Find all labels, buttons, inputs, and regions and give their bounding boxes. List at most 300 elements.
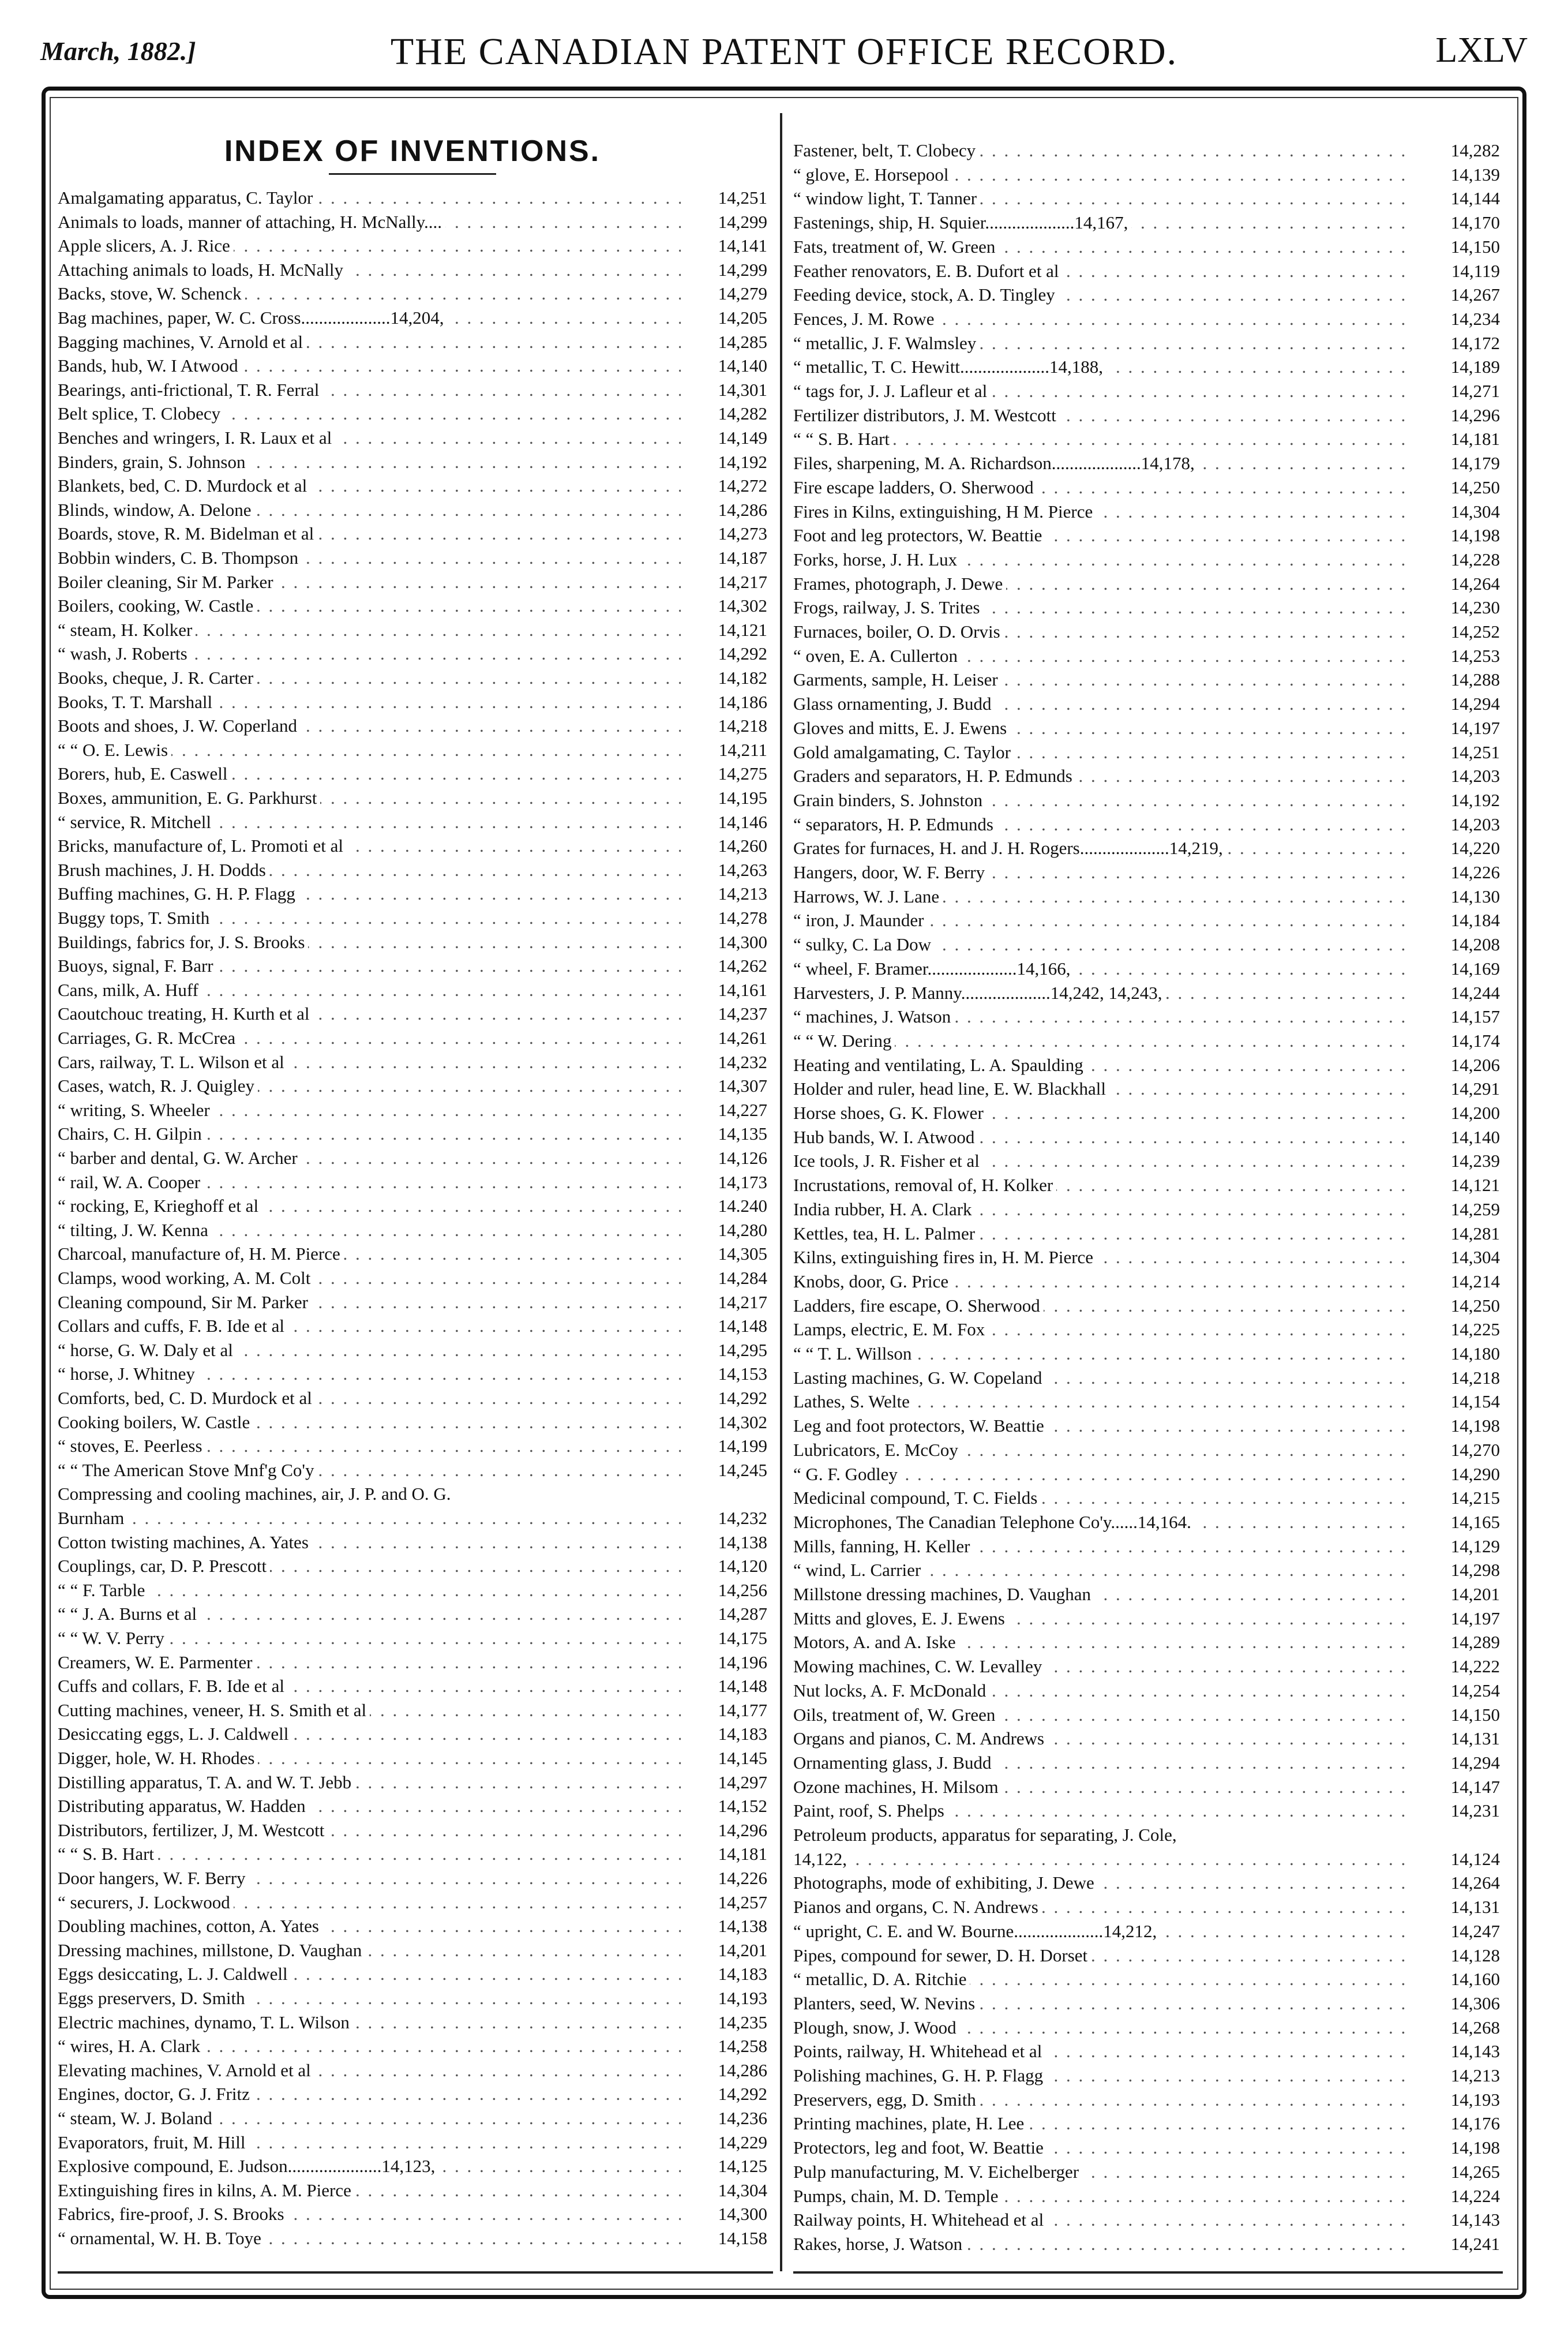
- patent-number: 14,135: [687, 1122, 767, 1146]
- index-entry: [58, 1842, 767, 1866]
- patent-number: 14,304: [687, 2178, 767, 2203]
- patent-number: 14,265: [1419, 2160, 1500, 2184]
- patent-number: 14,299: [687, 258, 767, 282]
- index-entry: [58, 546, 767, 570]
- entry-text: Amalgamating apparatus, C. Taylor: [58, 186, 316, 210]
- patent-number: 14,256: [687, 1578, 767, 1602]
- index-entry: [793, 860, 1500, 885]
- index-entry: [58, 786, 767, 810]
- index-entry: [58, 1146, 767, 1170]
- patent-number: 14,251: [687, 186, 767, 210]
- entry-text: Chairs, C. H. Gilpin: [58, 1122, 205, 1146]
- patent-number: 14,260: [687, 834, 767, 858]
- patent-number: 14,250: [1419, 475, 1500, 500]
- entry-text: Boards, stove, R. M. Bidelman et al: [58, 522, 317, 546]
- entry-text: Attaching animals to loads, H. McNally: [58, 258, 347, 282]
- index-entry: [58, 714, 767, 738]
- patent-number: 14,138: [687, 1530, 767, 1555]
- index-entry: [58, 2130, 767, 2155]
- patent-number: 14,300: [687, 930, 767, 954]
- entry-text: Medicinal compound, T. C. Fields: [793, 1486, 1041, 1510]
- index-entry: [793, 1895, 1500, 1919]
- patent-number: 14,131: [1419, 1895, 1500, 1919]
- patent-number: 14,215: [1419, 1486, 1500, 1510]
- index-entry: [58, 402, 767, 426]
- index-entry: [58, 234, 767, 258]
- index-entry: [58, 1866, 767, 1890]
- index-entry: [793, 2088, 1500, 2112]
- patent-number: 14,222: [1419, 1654, 1500, 1679]
- patent-number: 14,183: [687, 1722, 767, 1746]
- entry-text: Knobs, door, G. Price: [793, 1270, 952, 1294]
- entry-text: “ “ T. L. Willson: [793, 1342, 915, 1366]
- entry-text: “ “ The American Stove Mnf'g Co'y: [58, 1458, 318, 1482]
- entry-text: Comforts, bed, C. D. Murdock et al: [58, 1386, 316, 1410]
- entry-text: Books, T. T. Marshall: [58, 690, 216, 714]
- bottom-rule-right: [793, 2271, 1503, 2274]
- index-entry: [58, 1002, 767, 1026]
- index-entry: [793, 1294, 1500, 1318]
- title-rule: [329, 173, 496, 175]
- index-entry: [58, 882, 767, 906]
- index-entry: [793, 885, 1500, 909]
- index-entry: [58, 1626, 767, 1650]
- entry-text: Frogs, railway, J. S. Trites: [793, 596, 984, 620]
- entry-text: Boots and shoes, J. W. Coperland: [58, 714, 301, 738]
- patent-number: 14,153: [687, 1362, 767, 1386]
- patent-number: 14,198: [1419, 1414, 1500, 1438]
- patent-number: 14,161: [687, 978, 767, 1002]
- patent-number: 14,291: [1419, 1077, 1500, 1101]
- entry-text: Apple slicers, A. J. Rice: [58, 234, 234, 258]
- patent-number: 14,298: [1419, 1558, 1500, 1582]
- entry-text: Incrustations, removal of, H. Kolker: [793, 1173, 1056, 1197]
- patent-number: 14,270: [1419, 1438, 1500, 1462]
- patent-number: 14.240: [687, 1194, 767, 1218]
- index-entry: [793, 644, 1500, 668]
- index-entry: [58, 210, 767, 234]
- index-entry: [58, 1770, 767, 1795]
- index-entry: [58, 1218, 767, 1242]
- entry-text: Buggy tops, T. Smith: [58, 906, 213, 930]
- index-entry: [793, 1558, 1500, 1582]
- patent-number: 14,169: [1419, 957, 1500, 981]
- patent-number: 14,286: [687, 2058, 767, 2083]
- index-entry: [793, 355, 1500, 379]
- entry-text: Ice tools, J. R. Fisher et al: [793, 1149, 983, 1173]
- index-entry: [793, 1967, 1500, 1991]
- index-entry: [793, 1486, 1500, 1510]
- index-entry: [793, 186, 1500, 211]
- entry-text: Desiccating eggs, L. J. Caldwell: [58, 1722, 292, 1746]
- entry-text: “ rocking, E, Krieghoff et al: [58, 1194, 262, 1218]
- patent-number: 14,173: [687, 1170, 767, 1195]
- patent-number: 14,140: [1419, 1125, 1500, 1149]
- patent-number: 14,182: [687, 666, 767, 690]
- entry-text: Gloves and mitts, E. J. Ewens: [793, 716, 1010, 740]
- entry-text: Cans, milk, A. Huff: [58, 978, 202, 1002]
- index-entry: [793, 1847, 1500, 1871]
- entry-text: Fires in Kilns, extinguishing, H M. Pierce: [793, 500, 1096, 524]
- entry-text: Backs, stove, W. Schenck: [58, 282, 245, 306]
- index-entry: [793, 331, 1500, 355]
- patent-number: 14,192: [1419, 788, 1500, 812]
- index-entry: [58, 1962, 767, 1986]
- entry-text: Gold amalgamating, C. Taylor: [793, 740, 1014, 765]
- entry-text: Hangers, door, W. F. Berry: [793, 860, 988, 885]
- entry-text: “ sulky, C. La Dow: [793, 933, 935, 957]
- patent-number: 14,220: [1419, 836, 1500, 860]
- patent-number: 14,232: [687, 1506, 767, 1530]
- entry-text: “ service, R. Mitchell: [58, 810, 215, 834]
- index-entry: [793, 1510, 1500, 1534]
- entry-text: Cotton twisting machines, A. Yates: [58, 1530, 312, 1555]
- entry-text: Doubling machines, cotton, A. Yates: [58, 1914, 322, 1938]
- patent-number: 14,177: [687, 1698, 767, 1723]
- patent-number: 14,143: [1419, 2039, 1500, 2064]
- index-entry: [58, 1674, 767, 1698]
- index-entry: [58, 2154, 767, 2178]
- patent-number: 14,284: [687, 1266, 767, 1290]
- patent-number: 14,292: [687, 642, 767, 666]
- index-entry: [793, 1149, 1500, 1173]
- index-entry: [58, 2082, 767, 2106]
- patent-number: 14,198: [1419, 2136, 1500, 2160]
- entry-text: “ wash, J. Roberts: [58, 642, 191, 666]
- index-entry: [58, 810, 767, 834]
- index-entry: [793, 163, 1500, 187]
- entry-text: Collars and cuffs, F. B. Ide et al: [58, 1314, 288, 1338]
- patent-number: 14,154: [1419, 1390, 1500, 1414]
- patent-number: 14,252: [1419, 620, 1500, 644]
- patent-number: 14,271: [1419, 379, 1500, 403]
- entry-text: Cases, watch, R. J. Quigley: [58, 1074, 258, 1098]
- entry-text: Eggs preservers, D. Smith: [58, 1986, 249, 2010]
- index-entry: [58, 522, 767, 546]
- index-entry: [58, 1338, 767, 1362]
- index-entry: [793, 1101, 1500, 1125]
- index-entry: [58, 1386, 767, 1410]
- entry-text: Buoys, signal, F. Barr: [58, 954, 217, 978]
- index-entry: [793, 981, 1500, 1005]
- entry-text: “ steam, H. Kolker: [58, 618, 196, 642]
- patent-number: 14,140: [687, 354, 767, 378]
- patent-number: 14,149: [687, 426, 767, 450]
- index-entry: [793, 1077, 1500, 1101]
- entry-text: “ steam, W. J. Boland: [58, 2106, 216, 2130]
- entry-text: “ barber and dental, G. W. Archer: [58, 1146, 301, 1170]
- entry-text: Ozone machines, H. Milsom: [793, 1775, 1002, 1799]
- entry-text: Binders, grain, S. Johnson: [58, 450, 249, 474]
- index-entry: [793, 1438, 1500, 1462]
- patent-number: 14,157: [1419, 1005, 1500, 1029]
- entry-text: 14,122,: [793, 1847, 850, 1871]
- index-entry: [793, 1630, 1500, 1654]
- patent-number: 14,124: [1419, 1847, 1500, 1871]
- entry-text: Blankets, bed, C. D. Murdock et al: [58, 474, 310, 498]
- entry-text: Borers, hub, E. Caswell: [58, 762, 231, 786]
- index-entry: [793, 451, 1500, 475]
- index-entry: [793, 138, 1500, 163]
- entry-text: Bearings, anti-frictional, T. R. Ferral: [58, 378, 322, 402]
- entry-text: Holder and ruler, head line, E. W. Blackhall: [793, 1077, 1109, 1101]
- header-title: THE CANADIAN PATENT OFFICE RECORD.: [390, 31, 1178, 73]
- patent-number: 14,214: [1419, 1270, 1500, 1294]
- patent-number: 14,287: [687, 1602, 767, 1626]
- index-entry: [793, 692, 1500, 716]
- index-entry: [793, 235, 1500, 259]
- index-entry: [58, 1410, 767, 1435]
- patent-number: 14,193: [687, 1986, 767, 2010]
- entry-text: “ metallic, T. C. Hewitt....................14,188,: [793, 355, 1106, 379]
- patent-number: 14,294: [1419, 692, 1500, 716]
- entry-text: Mowing machines, C. W. Levalley: [793, 1654, 1045, 1679]
- entry-text: Buildings, fabrics for, J. S. Brooks: [58, 930, 308, 954]
- index-entry: [793, 836, 1500, 860]
- index-entry: [793, 716, 1500, 740]
- patent-number: 14,268: [1419, 2016, 1500, 2040]
- header-page-number: LXLV: [1435, 31, 1528, 70]
- index-entry: [58, 1266, 767, 1290]
- index-entry: [58, 426, 767, 450]
- index-title: INDEX OF INVENTIONS.: [224, 134, 601, 168]
- entry-text: “ horse, G. W. Daly et al: [58, 1338, 237, 1362]
- entry-text: Grates for furnaces, H. and J. H. Rogers....................14,219,: [793, 836, 1226, 860]
- entry-text: Glass ornamenting, J. Budd: [793, 692, 995, 716]
- patent-number: 14,261: [687, 1026, 767, 1050]
- patent-number: 14,218: [687, 714, 767, 738]
- entry-text: “ wheel, F. Bramer....................14,166,: [793, 957, 1074, 981]
- patent-number: 14,193: [1419, 2088, 1500, 2112]
- index-entry: [58, 498, 767, 522]
- entry-text: Harvesters, J. P. Manny....................14,242, 14,243,: [793, 981, 1165, 1005]
- patent-number: 14,244: [1419, 981, 1500, 1005]
- index-entry: [58, 1986, 767, 2010]
- index-entry: [58, 762, 767, 786]
- index-entry: [58, 1194, 767, 1218]
- entry-text: “ stoves, E. Peerless: [58, 1434, 206, 1458]
- index-entry: [58, 1122, 767, 1146]
- patent-number: 14,278: [687, 906, 767, 930]
- index-entry: [58, 1458, 767, 1482]
- index-entry: [793, 1005, 1500, 1029]
- patent-number: 14,195: [687, 786, 767, 810]
- entry-text: Engines, doctor, G. J. Fritz: [58, 2082, 253, 2106]
- index-entry: [58, 2202, 767, 2226]
- index-entry: [58, 2226, 767, 2251]
- entry-text: Pianos and organs, C. N. Andrews: [793, 1895, 1042, 1919]
- entry-text: “ rail, W. A. Cooper: [58, 1170, 204, 1195]
- entry-text: Paint, roof, S. Phelps: [793, 1799, 948, 1823]
- entry-text: Animals to loads, manner of attaching, H. McNally....: [58, 210, 445, 234]
- patent-number: 14,144: [1419, 186, 1500, 211]
- patent-number: 14,264: [1419, 572, 1500, 596]
- entry-text: “ “ F. Tarble: [58, 1578, 148, 1602]
- index-entry: [58, 1170, 767, 1195]
- entry-text: Fertilizer distributors, J. M. Westcott: [793, 403, 1060, 428]
- index-entry: [793, 283, 1500, 307]
- entry-text: Millstone dressing machines, D. Vaughan: [793, 1582, 1094, 1607]
- patent-number: 14,181: [1419, 427, 1500, 451]
- patent-number: 14,296: [687, 1818, 767, 1843]
- entry-text: Ornamenting glass, J. Budd: [793, 1751, 995, 1775]
- index-entry: [793, 2208, 1500, 2232]
- entry-text: “ metallic, D. A. Ritchie: [793, 1967, 970, 1991]
- patent-number: 14,150: [1419, 235, 1500, 259]
- entry-text: Printing machines, plate, H. Lee: [793, 2111, 1027, 2136]
- index-entry: [58, 1026, 767, 1050]
- index-entry: [793, 1871, 1500, 1895]
- entry-text: Frames, photograph, J. Dewe: [793, 572, 1006, 596]
- index-entry: [58, 450, 767, 474]
- patent-number: 14,253: [1419, 644, 1500, 668]
- entry-text: Fire escape ladders, O. Sherwood: [793, 475, 1037, 500]
- dot-leader: [58, 1578, 681, 1602]
- index-entry: [58, 1914, 767, 1938]
- patent-number: 14,172: [1419, 331, 1500, 355]
- entry-text: India rubber, H. A. Clark: [793, 1197, 976, 1222]
- patent-number: 14,299: [687, 210, 767, 234]
- index-entry: [58, 2178, 767, 2203]
- index-entry: [793, 427, 1500, 451]
- index-entry: [793, 620, 1500, 644]
- patent-number: 14,181: [687, 1842, 767, 1866]
- patent-number: 14,165: [1419, 1510, 1500, 1534]
- entry-text: Buffing machines, G. H. P. Flagg: [58, 882, 299, 906]
- index-entry: [793, 596, 1500, 620]
- index-entry: [58, 1314, 767, 1338]
- entry-text: “ window light, T. Tanner: [793, 186, 980, 211]
- patent-number: 14,304: [1419, 1245, 1500, 1270]
- patent-number: 14,267: [1419, 283, 1500, 307]
- entry-text: Plough, snow, J. Wood: [793, 2016, 960, 2040]
- left-column: [58, 0, 767, 2308]
- patent-number: 14,138: [687, 1914, 767, 1938]
- patent-number: 14,241: [1419, 2232, 1500, 2256]
- entry-text: “ “ S. B. Hart: [58, 1842, 157, 1866]
- patent-number: 14,307: [687, 1074, 767, 1098]
- index-entry: [58, 2034, 767, 2058]
- right-column: [793, 0, 1500, 2308]
- index-entry: [793, 957, 1500, 981]
- patent-number: 14,186: [687, 690, 767, 714]
- dot-leader: [58, 1506, 681, 1530]
- entry-text: Photographs, mode of exhibiting, J. Dewe: [793, 1871, 1098, 1895]
- index-entry: [793, 2064, 1500, 2088]
- entry-text: Fabrics, fire-proof, J. S. Brooks: [58, 2202, 288, 2226]
- entry-text: “ writing, S. Wheeler: [58, 1098, 213, 1122]
- patent-number: 14,148: [687, 1674, 767, 1698]
- index-entry: [58, 282, 767, 306]
- patent-number: 14,230: [1419, 596, 1500, 620]
- entry-text: Charcoal, manufacture of, H. M. Pierce: [58, 1242, 344, 1266]
- entry-text: “ “ W. V. Perry: [58, 1626, 168, 1650]
- index-entry: [793, 1053, 1500, 1077]
- patent-number: 14,250: [1419, 1294, 1500, 1318]
- patent-number: 14,279: [687, 282, 767, 306]
- index-entry: [793, 1125, 1500, 1149]
- index-entry: [58, 930, 767, 954]
- patent-number: 14,158: [687, 2226, 767, 2251]
- entry-text: “ securers, J. Lockwood: [58, 1890, 234, 1915]
- patent-number: 14,258: [687, 2034, 767, 2058]
- entry-text: Heating and ventilating, L. A. Spaulding: [793, 1053, 1087, 1077]
- index-entry: [793, 1944, 1500, 1968]
- index-entry: [793, 1029, 1500, 1053]
- patent-number: 14,203: [1419, 812, 1500, 837]
- entry-text: Garments, sample, H. Leiser: [793, 668, 1001, 692]
- entry-text: Mitts and gloves, E. J. Ewens: [793, 1607, 1008, 1631]
- patent-number: 14,213: [1419, 2064, 1500, 2088]
- index-entry: [58, 2010, 767, 2035]
- index-entry: [58, 666, 767, 690]
- entry-text: “ tags for, J. J. Lafleur et al: [793, 379, 991, 403]
- patent-number: 14,229: [687, 2130, 767, 2155]
- patent-number: 14,130: [1419, 885, 1500, 909]
- patent-number: 14,174: [1419, 1029, 1500, 1053]
- patent-number: 14,129: [1419, 1534, 1500, 1559]
- index-entry: [793, 1582, 1500, 1607]
- patent-number: 14,206: [1419, 1053, 1500, 1077]
- index-entry: [793, 1462, 1500, 1486]
- entry-text: “ machines, J. Watson: [793, 1005, 954, 1029]
- index-entry: [793, 548, 1500, 572]
- entry-text: Fences, J. M. Rowe: [793, 307, 938, 331]
- index-entry: [793, 1654, 1500, 1679]
- index-entry: [58, 1602, 767, 1626]
- entry-text: Caoutchouc treating, H. Kurth et al: [58, 1002, 313, 1026]
- entry-text: Lathes, S. Welte: [793, 1390, 913, 1414]
- index-entry: [58, 1554, 767, 1578]
- patent-number: 14,235: [687, 2010, 767, 2035]
- index-entry: [793, 1919, 1500, 1944]
- index-entry: [793, 788, 1500, 812]
- patent-number: 14,289: [1419, 1630, 1500, 1654]
- patent-number: 14,247: [1419, 1919, 1500, 1944]
- entry-text: Leg and foot protectors, W. Beattie: [793, 1414, 1048, 1438]
- index-entry: [58, 1818, 767, 1843]
- patent-number: 14,237: [687, 1002, 767, 1026]
- index-entry: [793, 211, 1500, 235]
- index-entry: [58, 378, 767, 402]
- patent-number: 14,251: [1419, 740, 1500, 765]
- index-entry: [793, 1414, 1500, 1438]
- index-entry: [793, 1245, 1500, 1270]
- index-entry: [793, 259, 1500, 283]
- patent-number: 14,150: [1419, 1703, 1500, 1727]
- patent-number: 14,290: [1419, 1462, 1500, 1486]
- patent-number: 14,128: [1419, 1944, 1500, 1968]
- patent-number: 14,275: [687, 762, 767, 786]
- entry-text: Compressing and cooling machines, air, J. P. and O. G.: [58, 1482, 455, 1506]
- entry-text: Cooking boilers, W. Castle: [58, 1410, 253, 1435]
- entry-text: Lubricators, E. McCoy: [793, 1438, 962, 1462]
- entry-text: Fastener, belt, T. Clobecy: [793, 138, 979, 163]
- index-entry: [793, 2016, 1500, 2040]
- entry-text: Benches and wringers, I. R. Laux et al: [58, 426, 335, 450]
- dot-leader: [793, 1847, 1413, 1871]
- index-entry: [793, 2111, 1500, 2136]
- entry-text: “ wires, H. A. Clark: [58, 2034, 204, 2058]
- patent-number: 14,196: [687, 1650, 767, 1675]
- index-entry: [793, 379, 1500, 403]
- patent-number: 14,179: [1419, 451, 1500, 475]
- entry-text: Files, sharpening, M. A. Richardson....................14,178,: [793, 451, 1198, 475]
- entry-text: Mills, fanning, H. Keller: [793, 1534, 974, 1559]
- patent-number: 14,160: [1419, 1967, 1500, 1991]
- entry-text: Polishing machines, G. H. P. Flagg: [793, 2064, 1046, 2088]
- patent-number: 14,302: [687, 594, 767, 618]
